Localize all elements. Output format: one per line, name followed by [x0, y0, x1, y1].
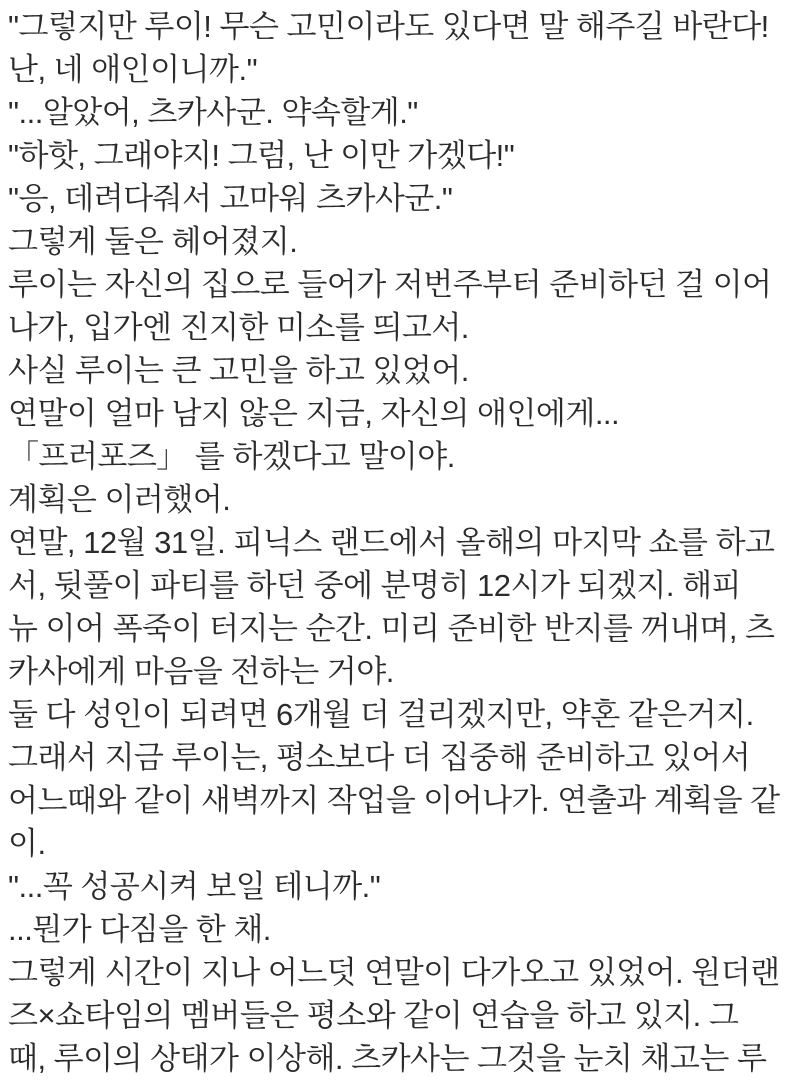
text-line: 이.	[8, 826, 46, 861]
text-line: 서, 뒷풀이 파티를 하던 중에 분명히 12시가 되겠지. 해피	[8, 568, 741, 603]
text-line: "하핫, 그래야지! 그럼, 난 이만 가겠다!"	[8, 138, 515, 173]
text-line: 난, 네 애인이니까."	[8, 52, 258, 87]
text-line: "...알았어, 츠카사군. 약속할게."	[8, 95, 418, 130]
text-line: "그렇지만 루이! 무슨 고민이라도 있다면 말 해주길 바란다!	[8, 9, 769, 44]
text-line: 그렇게 시간이 지나 어느덧 연말이 다가오고 있었어. 원더랜	[8, 955, 780, 990]
text-line: 둘 다 성인이 되려면 6개월 더 걸리겠지만, 약혼 같은거지.	[8, 697, 754, 732]
text-line: 즈×쇼타임의 멤버들은 평소와 같이 연습을 하고 있지. 그	[8, 998, 739, 1033]
text-line: 「프러포즈」 를 하겠다고 말이야.	[8, 439, 455, 474]
text-line: 카사에게 마음을 전하는 거야.	[8, 654, 394, 689]
text-line: ...뭔가 다짐을 한 채.	[8, 912, 271, 947]
text-line: 사실 루이는 큰 고민을 하고 있었어.	[8, 353, 469, 388]
text-line: 계획은 이러했어.	[8, 482, 231, 517]
text-line: 그래서 지금 루이는, 평소보다 더 집중해 준비하고 있어서	[8, 740, 751, 775]
text-line: 뉴 이어 폭죽이 터지는 순간. 미리 준비한 반지를 꺼내며, 츠	[8, 611, 775, 646]
text-line: 나가, 입가엔 진지한 미소를 띄고서.	[8, 310, 469, 345]
text-line: 연말, 12월 31일. 피닉스 랜드에서 올해의 마지막 쇼를 하고	[8, 525, 775, 560]
text-line: 때, 루이의 상태가 이상해. 츠카사는 그것을 눈치 채고는 루	[8, 1041, 767, 1076]
text-line: 연말이 얼마 남지 않은 지금, 자신의 애인에게...	[8, 396, 620, 431]
text-line: "응, 데려다줘서 고마워 츠카사군."	[8, 181, 453, 216]
text-line: "...꼭 성공시켜 보일 테니까."	[8, 869, 381, 904]
text-line: 그렇게 둘은 헤어졌지.	[8, 224, 298, 259]
text-line: 루이는 자신의 집으로 들어가 저번주부터 준비하던 걸 이어	[8, 267, 772, 302]
text-line: 어느때와 같이 새벽까지 작업을 이어나가. 연출과 계획을 같	[8, 783, 780, 818]
